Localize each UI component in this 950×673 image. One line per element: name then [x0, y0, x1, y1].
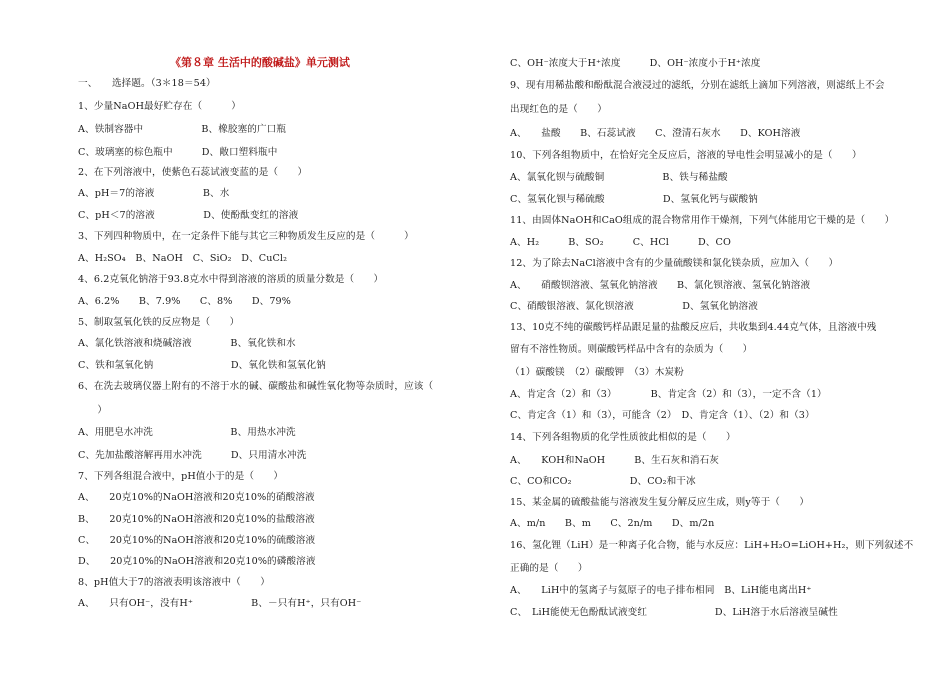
question-line-right: C、CO和CO₂ D、CO₂和干冰: [510, 476, 696, 487]
question-line-left: 4、6.2克氧化钠溶于93.8克水中得到溶液的溶质的质量分数是（ ）: [78, 274, 384, 285]
question-line-left: B、 20克10%的NaOH溶液和20克10%的盐酸溶液: [78, 514, 315, 525]
question-line-left: A、6.2% B、7.9% C、8% D、79%: [78, 296, 291, 307]
question-line-left: A、 只有OH⁻，没有H⁺ B、－只有H⁺，只有OH⁻: [78, 598, 362, 609]
question-line-right: C、氢氧化钡与稀硫酸 D、氢氧化钙与碳酸钠: [510, 194, 758, 205]
question-line-right: 正确的是（ ）: [510, 563, 588, 574]
question-line-right: 9、现有用稀盐酸和酚酞混合液浸过的滤纸，分别在滤纸上滴加下列溶液，则滤纸上不会: [510, 80, 885, 91]
question-line-right: A、 盐酸 B、石蕊试液 C、澄清石灰水 D、KOH溶液: [510, 128, 801, 139]
question-line-left: 3、下列四种物质中，在一定条件下能与其它三种物质发生反应的是（ ）: [78, 231, 414, 242]
question-line-right: A、H₂ B、SO₂ C、HCl D、CO: [510, 237, 731, 248]
question-line-left: C、先加盐酸溶解再用水冲洗 D、只用清水冲洗: [78, 450, 307, 461]
question-line-right: 11、由固体NaOH和CaO组成的混合物常用作干燥剂，下列气体能用它干燥的是（ ）: [510, 215, 895, 226]
question-line-left: C、铁和氢氧化钠 D、氧化铁和氢氧化钠: [78, 360, 326, 371]
question-line-left: A、pH＝7的溶液 B、水: [78, 188, 230, 199]
question-line-right: 13、10克不纯的碳酸钙样品跟足量的盐酸反应后，共收集到4.44克气体，且溶液中残: [510, 322, 877, 333]
question-line-right: A、m/n B、m C、2n/m D、m/2n: [510, 518, 715, 529]
question-line-right: A、 硝酸钡溶液、氢氧化钠溶液 B、氯化钡溶液、氢氧化钠溶液: [510, 280, 811, 291]
question-line-right: 16、氢化锂（LiH）是一种离子化合物，能与水反应：LiH+H₂O=LiOH+H₂，则下列叙述不: [510, 540, 914, 551]
question-line-left: A、氯化铁溶液和烧碱溶液 B、氧化铁和水: [78, 338, 296, 349]
question-line-left: C、 20克10%的NaOH溶液和20克10%的硫酸溶液: [78, 535, 316, 546]
question-line-right: （1）碳酸镁 （2）碳酸钾 （3）木炭粉: [510, 367, 684, 378]
question-line-left: 1、少量NaOH最好贮存在（ ）: [78, 101, 241, 112]
question-line-left: C、pH＜7的溶液 D、使酚酞变红的溶液: [78, 210, 299, 221]
question-line-right: A、肯定含（2）和（3） B、肯定含（2）和（3），一定不含（1）: [510, 389, 827, 400]
question-line-right: 10、下列各组物质中，在恰好完全反应后，溶液的导电性会明显减小的是（ ）: [510, 150, 862, 161]
question-line-right: C、肯定含（1）和（3），可能含（2） D、肯定含（1）、（2）和（3）: [510, 410, 815, 421]
question-line-right: A、氯氧化钡与硫酸铜 B、铁与稀盐酸: [510, 172, 728, 183]
question-line-left: 8、pH值大于7的溶液表明该溶液中（ ）: [78, 577, 270, 588]
question-line-left: C、玻璃塞的棕色瓶中 D、敞口塑料瓶中: [78, 147, 278, 158]
question-line-left: A、H₂SO₄ B、NaOH C、SiO₂ D、CuCl₂: [78, 253, 288, 264]
question-line-left: A、 20克10%的NaOH溶液和20克10%的硝酸溶液: [78, 492, 315, 503]
question-line-left: 一、 选择题。（3＊18＝54）: [78, 78, 216, 89]
question-line-right: A、 LiH中的氢离子与氦原子的电子排布相同 B、LiH能电离出H⁺: [510, 585, 812, 596]
question-line-right: C、OH⁻浓度大于H⁺浓度 D、OH⁻浓度小于H⁺浓度: [510, 58, 761, 69]
question-line-right: 出现红色的是（ ）: [510, 104, 607, 115]
question-line-left: 5、制取氢氧化铁的反应物是（ ）: [78, 317, 240, 328]
question-line-left: A、铁制容器中 B、橡胶塞的广口瓶: [78, 124, 287, 135]
question-line-right: A、 KOH和NaOH B、生石灰和消石灰: [510, 455, 719, 466]
question-line-left: ）: [78, 405, 108, 416]
page-title: 《第８章 生活中的酸碱盐》单元测试: [170, 56, 350, 69]
question-line-left: D、 20克10%的NaOH溶液和20克10%的磷酸溶液: [78, 556, 316, 567]
question-line-left: 6、在洗去玻璃仪器上附有的不溶于水的碱、碳酸盐和碱性氧化物等杂质时，应该（: [78, 381, 434, 392]
question-line-right: 12、为了除去NaCl溶液中含有的少量硫酸镁和氯化镁杂质，应加入（ ）: [510, 258, 839, 269]
question-line-left: 2、在下列溶液中，使紫色石蕊试液变蓝的是（ ）: [78, 167, 308, 178]
question-line-right: 15、某金属的硫酸盐能与溶液发生复分解反应生成，则y等于（ ）: [510, 497, 810, 508]
question-line-right: 14、下列各组物质的化学性质彼此相似的是（ ）: [510, 432, 736, 443]
question-line-right: C、 LiH能使无色酚酞试液变红 D、LiH溶于水后溶液呈碱性: [510, 607, 838, 618]
question-line-left: 7、下列各组混合液中，pH值小于的是（ ）: [78, 471, 284, 482]
question-line-right: C、硝酸银溶液、氯化钡溶液 D、氢氧化钠溶液: [510, 301, 758, 312]
question-line-left: A、用肥皂水冲洗 B、用热水冲洗: [78, 427, 296, 438]
question-line-right: 留有不溶性物质。则碳酸钙样品中含有的杂质为（ ）: [510, 344, 753, 355]
